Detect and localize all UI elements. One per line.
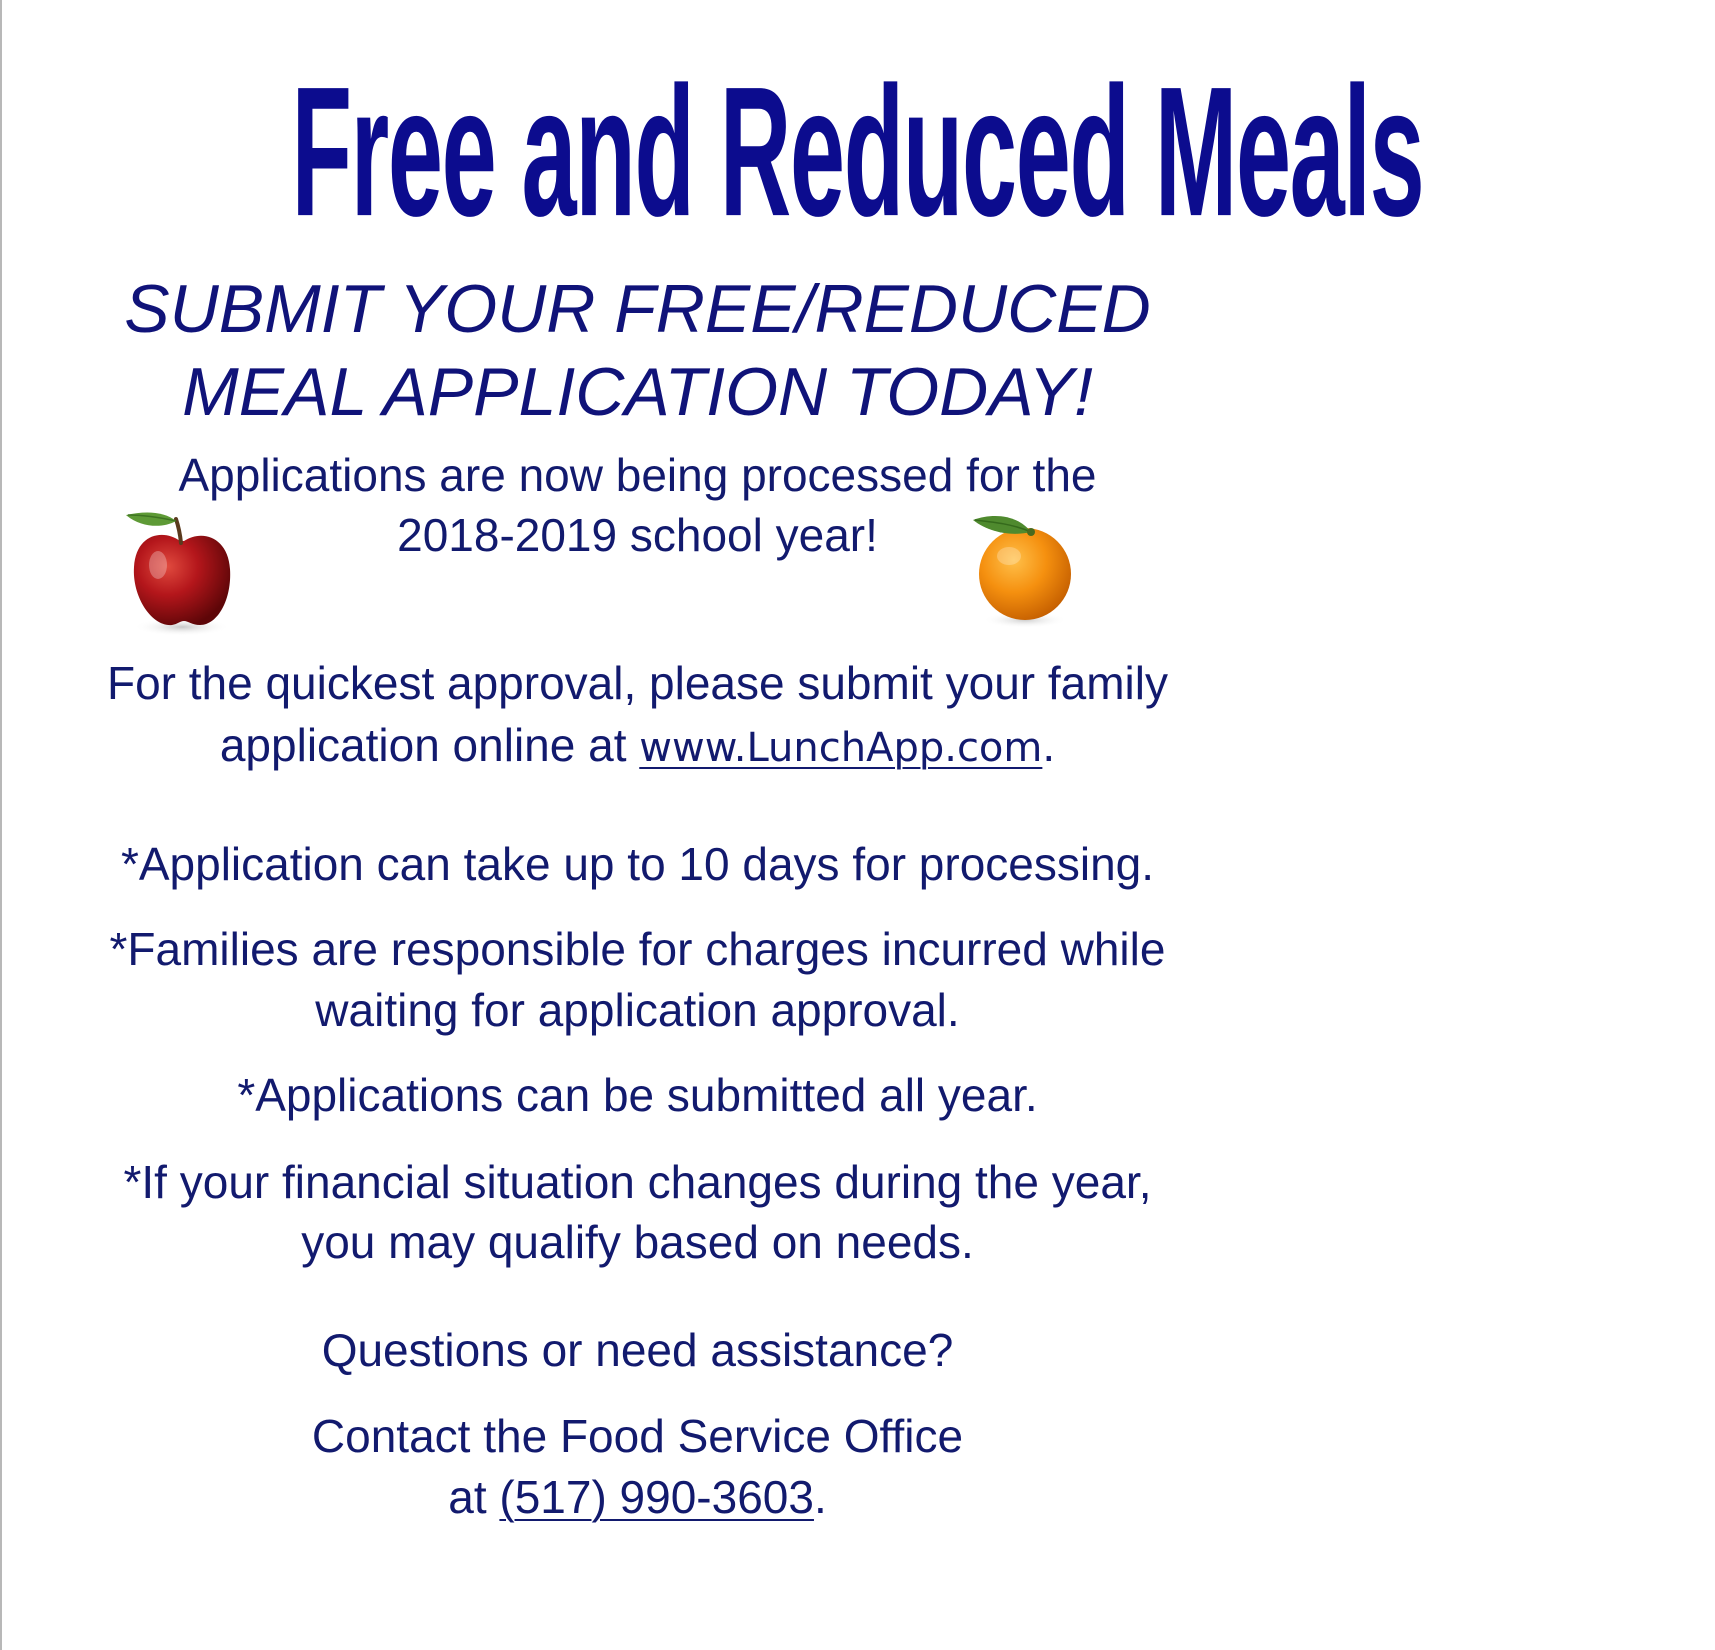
note-situation-line-1: *If your financial situation changes during the year,	[123, 1156, 1152, 1208]
processing-notice-line-2: 2018-2019 school year!	[397, 509, 878, 561]
subheading-line-1: SUBMIT YOUR FREE/REDUCED	[124, 271, 1151, 347]
title-text: Free and Reduced Meals	[291, 47, 1424, 255]
contact-phone-line	[0, 1469, 1275, 1525]
note-charges-line-2: waiting for application approval.	[315, 984, 960, 1036]
lunchapp-link[interactable]: www.LunchApp.com	[639, 725, 1043, 771]
note-charges-line-1: *Families are responsible for charges incurred while	[109, 923, 1166, 975]
contact-at-prefix: at	[448, 1471, 500, 1523]
online-line-2	[0, 717, 1275, 776]
note-all-year: *Applications can be submitted all year.	[237, 1069, 1038, 1121]
contact-question: Questions or need assistance?	[321, 1324, 954, 1376]
processing-notice-line-1: Applications are now being processed for the	[178, 449, 1097, 501]
orange-image	[965, 510, 1080, 632]
subheading-line-2: MEAL APPLICATION TODAY!	[182, 354, 1093, 430]
contact-office: Contact the Food Service Office	[311, 1410, 964, 1462]
online-line-2-suffix: .	[1042, 719, 1056, 771]
phone-link[interactable]: (517) 990-3603	[499, 1471, 814, 1523]
page-title	[0, 22, 1424, 262]
contact-phone-suffix: .	[813, 1471, 827, 1523]
apple-image	[118, 505, 243, 640]
note-processing-time: *Application can take up to 10 days for processing.	[120, 838, 1155, 890]
online-line-2-prefix: application online at	[219, 719, 640, 771]
note-situation-line-2: you may qualify based on needs.	[301, 1216, 974, 1268]
online-line-1: For the quickest approval, please submit your family	[106, 657, 1169, 709]
